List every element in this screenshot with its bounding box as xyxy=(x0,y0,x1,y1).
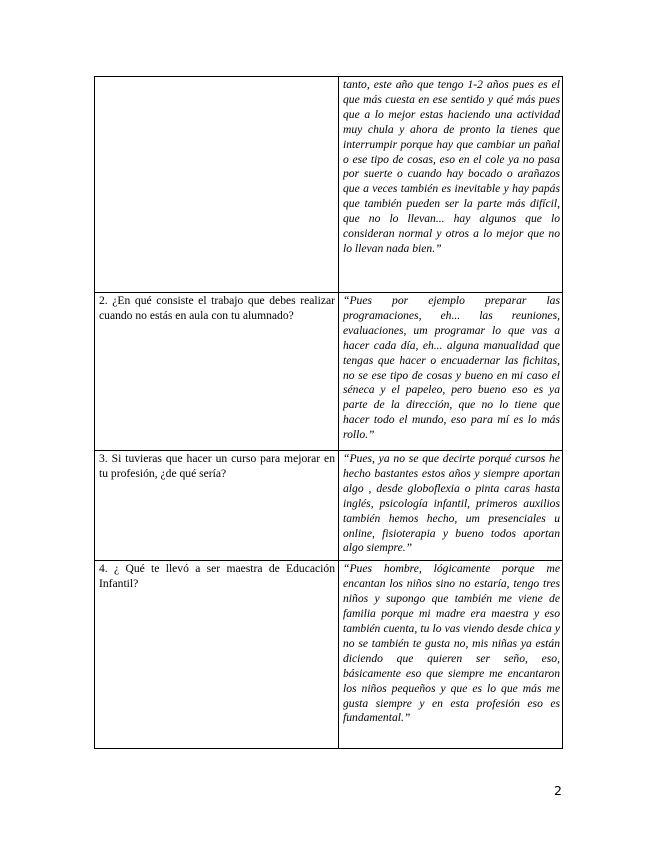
table-row xyxy=(95,77,563,293)
answer-cell: “Pues hombre, lógicamente porque me encantan los niños sino no estaría, tengo tres niños y supongo que también me viene de familia porque mi madre era maestra y eso también cuenta, tu lo vas viendo desde chica y no se también te gusta no, mis niñas ya están diciendo que quieren ser seño, eso, básicamente eso que siempre me encantaron los niños pequeños y que es lo que más me gusta siempre y en esta profesión eso es fundamental.” xyxy=(339,561,563,749)
answer-cell: “Pues, ya no se que decirte porqué cursos he hecho bastantes estos años y siempre aportan algo , desde globoflexia o pinta caras hasta inglés, psicología infantil, primeros auxilios también hemos hecho, um presenciales u online, fisioterapia y bueno todos aportan algo siempre.” xyxy=(339,451,563,561)
question-cell: 3. Si tuvieras que hacer un curso para mejorar en tu profesión, ¿de qué sería? xyxy=(95,451,339,561)
answer-cell: “Pues por ejemplo preparar las programaciones, eh... las reuniones, evaluaciones, um programar lo que vas a hacer cada día, eh... alguna manualidad que tengas que hacer o encuadernar las fichitas, no se ese tipo de cosas y bueno en mi caso el séneca y el papeleo, pero bueno eso es ya parte de la dirección, que no lo tiene que hacer todo el mundo, eso para mí es lo más rollo.” xyxy=(339,293,563,451)
question-cell: 2. ¿En qué consiste el trabajo que debes realizar cuando no estás en aula con tu alumnado? xyxy=(95,293,339,451)
interview-table xyxy=(94,76,563,749)
question-cell xyxy=(95,77,339,293)
table-row xyxy=(95,561,563,749)
table-row xyxy=(95,451,563,561)
answer-cell: tanto, este año que tengo 1-2 años pues es el que más cuesta en ese sentido y qué más pues que a lo mejor estas haciendo una actividad muy chula y ahora de pronto la tienes que interrumpir porque hay que cambiar un pañal o ese tipo de cosas, eso en el cole ya no pasa por suerte o cuando hay bocado o arañazos que a veces también es inevitable y hay papás que también pueden ser la parte más difícil, que no lo llevan... hay algunos que lo consideran normal y otros a lo mejor que no lo llevan nada bien.” xyxy=(339,77,563,293)
page-number: 2 xyxy=(554,783,562,798)
table-row xyxy=(95,293,563,451)
question-cell: 4. ¿ Qué te llevó a ser maestra de Educación Infantil? xyxy=(95,561,339,749)
